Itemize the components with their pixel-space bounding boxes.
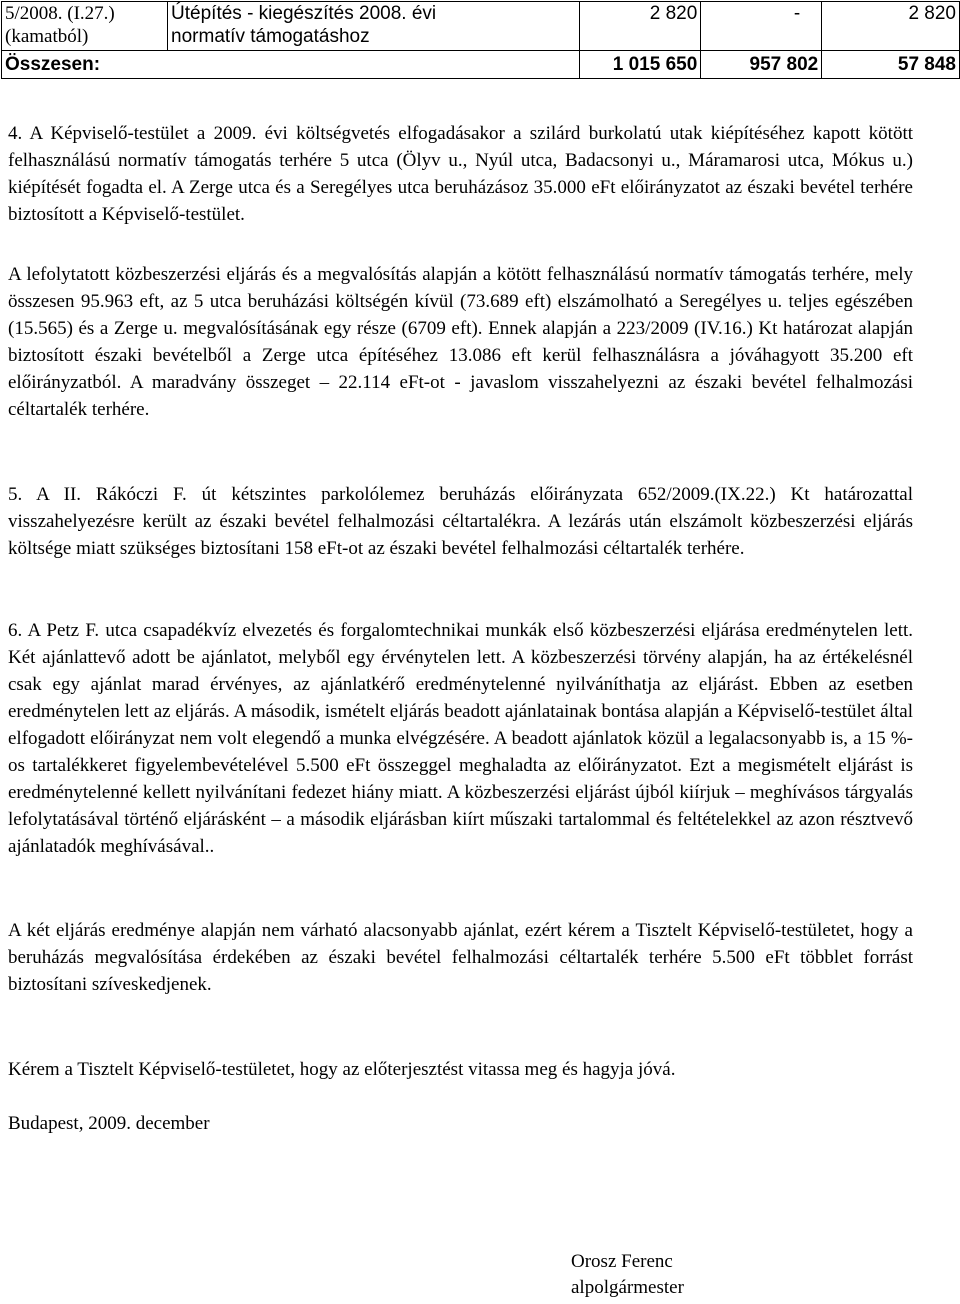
description-line-2: normatív támogatáshoz [171, 26, 370, 47]
total-amount-1: 1 015 650 [580, 51, 701, 79]
table-cell-amount-1: 2 820 [580, 2, 701, 51]
signature-block [571, 1249, 684, 1301]
budget-table [1, 1, 960, 79]
paragraph-4: 4. A Képviselő-testület a 2009. évi költségvetés elfogadásakor a szilárd burkolatú utak kiépítéséhez kapott kötött felhasználású normatív támogatás terhére 5 utca (Ölyv u., Nyúl utca, Badacsonyi u., Máramarosi utca, Mókus u.) kiépítését fogadta el. A Zerge utca és a Seregélyes utca beruházásoz 35.000 eFt előirányzatot az északi bevétel terhére biztosított a Képviselő-testület. [8, 123, 913, 225]
approval-request: Kérem a Tisztelt Képviselő-testületet, hogy az előterjesztést vitassa meg és hagyja jóvá. [8, 1059, 676, 1080]
signatory-title: alpolgármester [571, 1277, 684, 1298]
table-cell-reference [2, 2, 168, 51]
paragraph-4-continued: A lefolytatott közbeszerzési eljárás és a megvalósítás alapján a kötött felhasználású normatív támogatás terhére, mely összesen 95.963 eft, az 5 utca beruházási költségén kívül (73.689 eft) elszámolható a Seregélyes u. teljes egészében (15.565) és a Zerge u. megvalósításának egy része (6709 eft). Ennek alapján a 223/2009 (IV.16.) Kt határozat alapján biztosított északi bevételből a Zerge utca építéséhez 13.086 eft kerül felhasználásra a jóváhagyott 35.200 eft előirányzatból. A maradvány összeget – 22.114 eFt-ot - javaslom visszahelyezni az északi bevétel felhalmozási céltartalék terhére. [8, 264, 913, 420]
paragraph-5: 5. A II. Rákóczi F. út kétszintes parkolólemez beruházás előirányzata 652/2009.(IX.22.) Kt határozattal visszahelyezésre került az északi bevétel felhalmozási céltartalékra. A lezárás után elszámolt közbeszerzési eljárás költsége miatt szükséges biztosítani 158 eFt-ot az északi bevétel felhalmozási céltartalék terhére. [8, 484, 913, 559]
description-line-1: Útépítés - kiegészítés 2008. évi [171, 3, 437, 24]
signatory-name: Orosz Ferenc [571, 1251, 673, 1272]
total-amount-3: 57 848 [822, 51, 960, 79]
paragraph-6: 6. A Petz F. utca csapadékvíz elvezetés és forgalomtechnikai munkák első közbeszerzési eljárása eredménytelen lett. Két ajánlattevő adott be ajánlatot, melyből egy érvénytelen lett. A közbeszerzési törvény alapján, ha az értékelésnél csak egy ajánlat marad érvényes, az ajánlatkérő eredménytelenné nyilváníthatja az eljárást. Ebben az esetben eredménytelen lett az eljárás. A második, ismételt eljárás beadott ajánlatainak bontása alapján a Képviselő-testület által elfogadott előirányzat nem volt elegendő a munka elvégzésére. A beadott ajánlatok közül a legalacsonyabb is, a 15 %-os tartalékkeret figyelembevételével 5.500 eFt összeggel meghaladta az előirányzatot. Ezt a megismételt eljárást is eredménytelenné kellett nyilvánítani fedezet hiány miatt. A közbeszerzési eljárást újból kiírjuk – meghívásos tárgyalás lefolytatásával történő eljárásként – a második eljárásban kiírt műszaki tartalommal és feltételekkel az azon résztvevő ajánlatadók meghívásával.. [8, 620, 913, 857]
total-label: Összesen: [2, 51, 580, 79]
place-and-date: Budapest, 2009. december [8, 1113, 210, 1134]
total-amount-2: 957 802 [701, 51, 822, 79]
reference-line-2: (kamatból) [5, 26, 89, 47]
table-total-row [2, 51, 960, 79]
table-row [2, 2, 960, 51]
paragraph-6-request: A két eljárás eredménye alapján nem várható alacsonyabb ajánlat, ezért kérem a Tisztelt Képviselő-testületet, hogy a beruházás megvalósítása érdekében az északi bevétel felhalmozási céltartalék terhére 5.500 eFt többlet forrást biztosítani szíveskedjenek. [8, 920, 913, 995]
amount-2-value: - [793, 3, 801, 24]
table-cell-description [168, 2, 580, 51]
table-cell-amount-2 [701, 2, 822, 51]
reference-line-1: 5/2008. (I.27.) [5, 3, 115, 24]
table-cell-amount-3: 2 820 [822, 2, 960, 51]
